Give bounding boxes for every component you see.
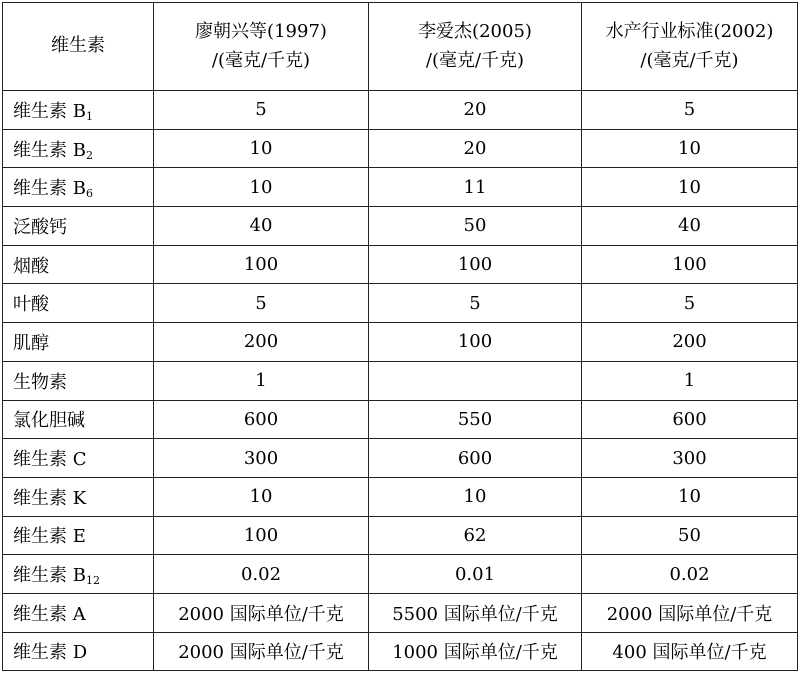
vitamin-name: 维生素 B bbox=[13, 178, 86, 200]
header-li-title: 李爱杰(2005) bbox=[418, 20, 532, 42]
value-cell-c3: 10 bbox=[582, 129, 798, 168]
table-row bbox=[3, 91, 798, 130]
value-cell-c2: 5500 国际单位/千克 bbox=[369, 593, 582, 632]
table-row bbox=[3, 129, 798, 168]
vitamin-name: 维生素 E bbox=[13, 526, 86, 548]
vitamin-name: 烟酸 bbox=[13, 255, 49, 277]
table-body bbox=[3, 91, 798, 671]
table-row bbox=[3, 439, 798, 478]
vitamin-name-cell bbox=[3, 555, 154, 594]
header-li-unit: /(毫克/千克) bbox=[425, 49, 525, 71]
vitamin-name: 叶酸 bbox=[13, 294, 49, 316]
value-cell-c3: 600 bbox=[582, 400, 798, 439]
header-industry-standard-2002 bbox=[582, 3, 798, 91]
header-liao-1997 bbox=[154, 3, 369, 91]
vitamin-name-cell bbox=[3, 516, 154, 555]
vitamin-name-cell bbox=[3, 439, 154, 478]
vitamin-name: 泛酸钙 bbox=[13, 216, 67, 238]
vitamin-name: 氯化胆碱 bbox=[13, 410, 85, 432]
table-row bbox=[3, 477, 798, 516]
vitamin-name-cell bbox=[3, 129, 154, 168]
vitamin-subscript: 2 bbox=[85, 148, 93, 162]
value-cell-c3: 2000 国际单位/千克 bbox=[582, 593, 798, 632]
vitamin-name-cell bbox=[3, 91, 154, 130]
value-cell-c2: 11 bbox=[369, 168, 582, 207]
table-row bbox=[3, 632, 798, 671]
header-vitamin bbox=[3, 3, 154, 91]
value-cell-c2: 100 bbox=[369, 245, 582, 284]
value-cell-c3: 40 bbox=[582, 207, 798, 246]
vitamin-name-cell bbox=[3, 168, 154, 207]
value-cell-c2 bbox=[369, 361, 582, 400]
value-cell-c3: 50 bbox=[582, 516, 798, 555]
value-cell-c3: 10 bbox=[582, 168, 798, 207]
value-cell-c2: 600 bbox=[369, 439, 582, 478]
value-cell-c1: 2000 国际单位/千克 bbox=[154, 632, 369, 671]
value-cell-c1: 600 bbox=[154, 400, 369, 439]
value-cell-c2: 550 bbox=[369, 400, 582, 439]
value-cell-c1: 100 bbox=[154, 516, 369, 555]
value-cell-c1: 2000 国际单位/千克 bbox=[154, 593, 369, 632]
table-row bbox=[3, 516, 798, 555]
value-cell-c1: 10 bbox=[154, 129, 369, 168]
value-cell-c2: 0.01 bbox=[369, 555, 582, 594]
value-cell-c2: 20 bbox=[369, 91, 582, 130]
vitamin-name: 维生素 D bbox=[13, 642, 88, 664]
vitamin-name: 维生素 C bbox=[13, 449, 87, 471]
vitamin-name-cell bbox=[3, 323, 154, 362]
value-cell-c3: 0.02 bbox=[582, 555, 798, 594]
vitamin-name: 维生素 B bbox=[13, 139, 86, 161]
value-cell-c3: 300 bbox=[582, 439, 798, 478]
table-row bbox=[3, 555, 798, 594]
value-cell-c3: 1 bbox=[582, 361, 798, 400]
value-cell-c3: 5 bbox=[582, 284, 798, 323]
value-cell-c3: 10 bbox=[582, 477, 798, 516]
vitamin-name: 维生素 K bbox=[13, 487, 87, 509]
header-standard-unit: /(毫克/千克) bbox=[640, 49, 739, 71]
header-liao-unit: /(毫克/千克) bbox=[211, 49, 311, 71]
vitamin-name-cell bbox=[3, 284, 154, 323]
value-cell-c1: 5 bbox=[154, 284, 369, 323]
value-cell-c2: 100 bbox=[369, 323, 582, 362]
vitamin-name: 维生素 A bbox=[13, 603, 86, 625]
table-row bbox=[3, 284, 798, 323]
value-cell-c1: 5 bbox=[154, 91, 369, 130]
vitamin-requirements-table bbox=[2, 2, 798, 671]
table-row bbox=[3, 400, 798, 439]
value-cell-c1: 10 bbox=[154, 168, 369, 207]
value-cell-c2: 1000 国际单位/千克 bbox=[369, 632, 582, 671]
header-standard-title: 水产行业标准(2002) bbox=[605, 20, 774, 42]
value-cell-c1: 100 bbox=[154, 245, 369, 284]
vitamin-name: 维生素 B bbox=[13, 565, 86, 587]
value-cell-c2: 20 bbox=[369, 129, 582, 168]
value-cell-c3: 100 bbox=[582, 245, 798, 284]
table-row bbox=[3, 245, 798, 284]
vitamin-name-cell bbox=[3, 593, 154, 632]
value-cell-c2: 5 bbox=[369, 284, 582, 323]
value-cell-c3: 200 bbox=[582, 323, 798, 362]
value-cell-c1: 200 bbox=[154, 323, 369, 362]
vitamin-name-cell bbox=[3, 361, 154, 400]
header-liao-title: 廖朝兴等(1997) bbox=[195, 20, 327, 42]
value-cell-c1: 40 bbox=[154, 207, 369, 246]
table-row bbox=[3, 323, 798, 362]
table-row bbox=[3, 361, 798, 400]
vitamin-name: 维生素 B bbox=[13, 100, 86, 122]
value-cell-c1: 0.02 bbox=[154, 555, 369, 594]
value-cell-c3: 400 国际单位/千克 bbox=[582, 632, 798, 671]
vitamin-subscript: 6 bbox=[85, 187, 93, 201]
vitamin-name: 肌醇 bbox=[13, 332, 49, 354]
header-li-2005 bbox=[369, 3, 582, 91]
header-row bbox=[3, 3, 798, 91]
vitamin-name-cell bbox=[3, 245, 154, 284]
vitamin-name-cell bbox=[3, 477, 154, 516]
table-row bbox=[3, 168, 798, 207]
value-cell-c3: 5 bbox=[582, 91, 798, 130]
value-cell-c2: 62 bbox=[369, 516, 582, 555]
value-cell-c2: 50 bbox=[369, 207, 582, 246]
table-row bbox=[3, 593, 798, 632]
table-row bbox=[3, 207, 798, 246]
value-cell-c1: 1 bbox=[154, 361, 369, 400]
value-cell-c1: 10 bbox=[154, 477, 369, 516]
table-header bbox=[3, 3, 798, 91]
vitamin-subscript: 1 bbox=[85, 109, 93, 123]
vitamin-name-cell bbox=[3, 632, 154, 671]
value-cell-c2: 10 bbox=[369, 477, 582, 516]
value-cell-c1: 300 bbox=[154, 439, 369, 478]
vitamin-name: 生物素 bbox=[13, 371, 67, 393]
vitamin-name-cell bbox=[3, 207, 154, 246]
vitamin-subscript: 12 bbox=[85, 574, 100, 588]
header-vitamin-label: 维生素 bbox=[51, 35, 105, 57]
vitamin-name-cell bbox=[3, 400, 154, 439]
